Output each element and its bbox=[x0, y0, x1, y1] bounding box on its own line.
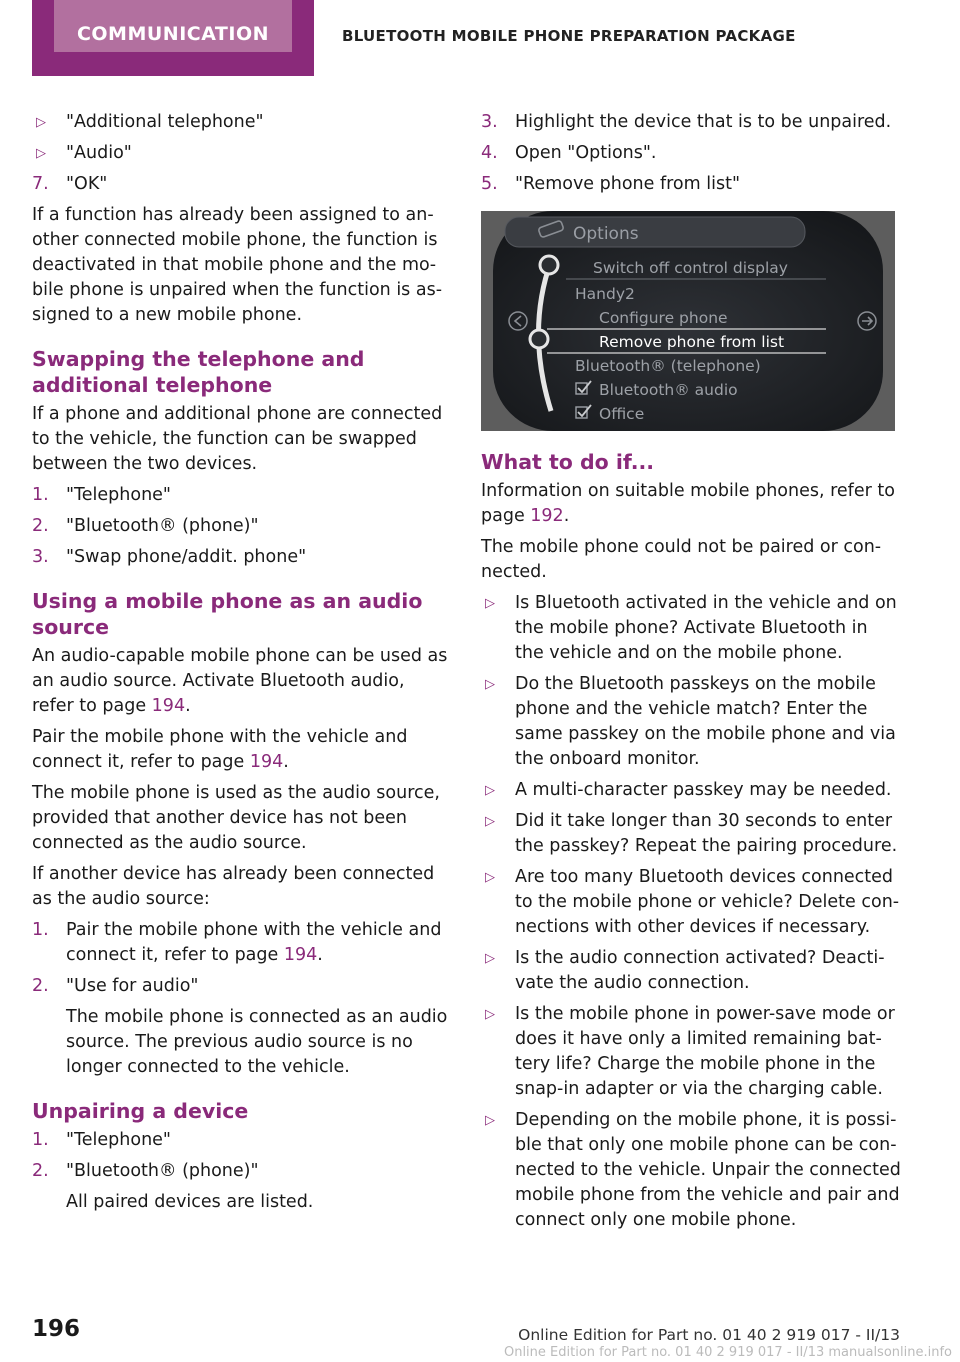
options-menu-display bbox=[481, 211, 895, 431]
list-item: 1. Pair the mobile phone with the vehicle and connect it, refer to page 194. bbox=[32, 920, 442, 965]
list-item: 2. "Use for audio" bbox=[32, 976, 199, 996]
list-item: 3. "Swap phone/addit. phone" bbox=[32, 547, 307, 567]
list-item: ▷ Is Bluetooth activated in the vehicle and on the mobile phone? Activate Bluetooth in the vehicle and on the mobile phone. bbox=[485, 593, 897, 663]
list-item: ▷ Is the mobile phone in power-save mode or does it have only a limited remaining battery life? Charge the mobile phone in the snap-in adapter or via the charging cable. bbox=[485, 1004, 895, 1099]
paragraph: Information on suitable mobile phones, refer to page 192. bbox=[481, 481, 895, 526]
list-item: 3. Highlight the device that is to be unpaired. bbox=[481, 112, 892, 132]
list-item: 7. "OK" bbox=[32, 174, 108, 194]
section-heading: Unpairing a device bbox=[32, 1099, 249, 1123]
list-item: 2. "Bluetooth® (phone)" bbox=[32, 516, 259, 536]
list-item-note: All paired devices are listed. bbox=[66, 1192, 314, 1212]
section-tab-label: COMMUNICATION bbox=[54, 0, 292, 52]
list-item: 5. "Remove phone from list" bbox=[481, 174, 740, 194]
page-link[interactable]: 194 bbox=[151, 696, 186, 716]
paragraph: If another device has already been connected as the audio source: bbox=[32, 864, 435, 909]
chapter-title: BLUETOOTH MOBILE PHONE PREPARATION PACKAGE bbox=[342, 27, 796, 45]
page-link[interactable]: 192 bbox=[530, 506, 564, 526]
paragraph: If a phone and additional phone are connected to the vehicle, the function can be swapped between the two devices. bbox=[32, 404, 443, 474]
list-item: ▷ A multi-character passkey may be needed. bbox=[485, 780, 892, 800]
paragraph: The mobile phone could not be paired or connected. bbox=[481, 537, 882, 582]
left-column bbox=[32, 110, 450, 1221]
list-item: ▷ Do the Bluetooth passkeys on the mobile phone and the vehicle match? Enter the same passkey on the mobile phone and via the onboard monitor. bbox=[485, 674, 896, 769]
menu-item: Handy2 bbox=[575, 285, 635, 303]
paragraph: The mobile phone is used as the audio source, provided that another device has not been connected as the audio source. bbox=[32, 783, 440, 853]
paragraph: Pair the mobile phone with the vehicle and connect it, refer to page 194. bbox=[32, 727, 408, 772]
section-heading: Swapping the telephone and additional telephone bbox=[32, 347, 365, 397]
page-link[interactable]: 194 bbox=[283, 945, 318, 965]
menu-item: Bluetooth® (telephone) bbox=[575, 357, 761, 375]
screen-title: Options bbox=[573, 224, 639, 244]
edition-note: Online Edition for Part no. 01 40 2 919 017 - II/13 bbox=[518, 1326, 900, 1344]
paragraph: If a function has already been assigned to another connected mobile phone, the function is deactivated in that mobile phone and the mobile phone is unpaired when the function is assigned to a new mobile phone. bbox=[32, 205, 443, 325]
list-item: ▷ Did it take longer than 30 seconds to enter the passkey? Repeat the pairing procedure. bbox=[485, 811, 898, 856]
section-heading: What to do if... bbox=[481, 450, 655, 474]
list-item: 2. "Bluetooth® (phone)" bbox=[32, 1161, 259, 1181]
menu-item: Configure phone bbox=[599, 309, 728, 327]
list-item: ▷ "Audio" bbox=[36, 143, 132, 163]
list-item: 4. Open "Options". bbox=[481, 143, 657, 163]
list-item-note: The mobile phone is connected as an audio source. The previous audio source is no longer connected to the vehicle. bbox=[66, 1007, 448, 1077]
section-heading: Using a mobile phone as an audio source bbox=[32, 589, 423, 639]
menu-item: Office bbox=[599, 405, 645, 423]
page-number: 196 bbox=[32, 1316, 81, 1342]
page-link[interactable]: 194 bbox=[249, 752, 284, 772]
list-item: 1. "Telephone" bbox=[32, 1130, 171, 1150]
list-item: ▷ Are too many Bluetooth devices connected to the mobile phone or vehicle? Delete connections with other devices if necessary. bbox=[485, 867, 900, 937]
menu-item-selected: Remove phone from list bbox=[599, 333, 785, 351]
right-column bbox=[481, 110, 901, 1239]
idrive-screen-image bbox=[481, 211, 895, 431]
menu-item: Switch off control display bbox=[593, 259, 788, 277]
section-tab bbox=[32, 0, 314, 76]
list-item: ▷ "Additional telephone" bbox=[36, 112, 264, 132]
list-item: ▷ Is the audio connection activated? Deactivate the audio connection. bbox=[485, 948, 885, 993]
list-item: ▷ Depending on the mobile phone, it is possible that only one mobile phone can be connected to the vehicle. Unpair the connected mobile phone from the vehicle and pair and connect only one mobile phone. bbox=[485, 1110, 901, 1230]
paragraph: An audio-capable mobile phone can be used as an audio source. Activate Bluetooth audio, refer to page 194. bbox=[32, 646, 448, 716]
watermark: Online Edition for Part no. 01 40 2 919 017 - II/13 manualsonline.info bbox=[503, 1345, 952, 1360]
list-item: 1. "Telephone" bbox=[32, 485, 171, 505]
menu-item: Bluetooth® audio bbox=[599, 381, 738, 399]
